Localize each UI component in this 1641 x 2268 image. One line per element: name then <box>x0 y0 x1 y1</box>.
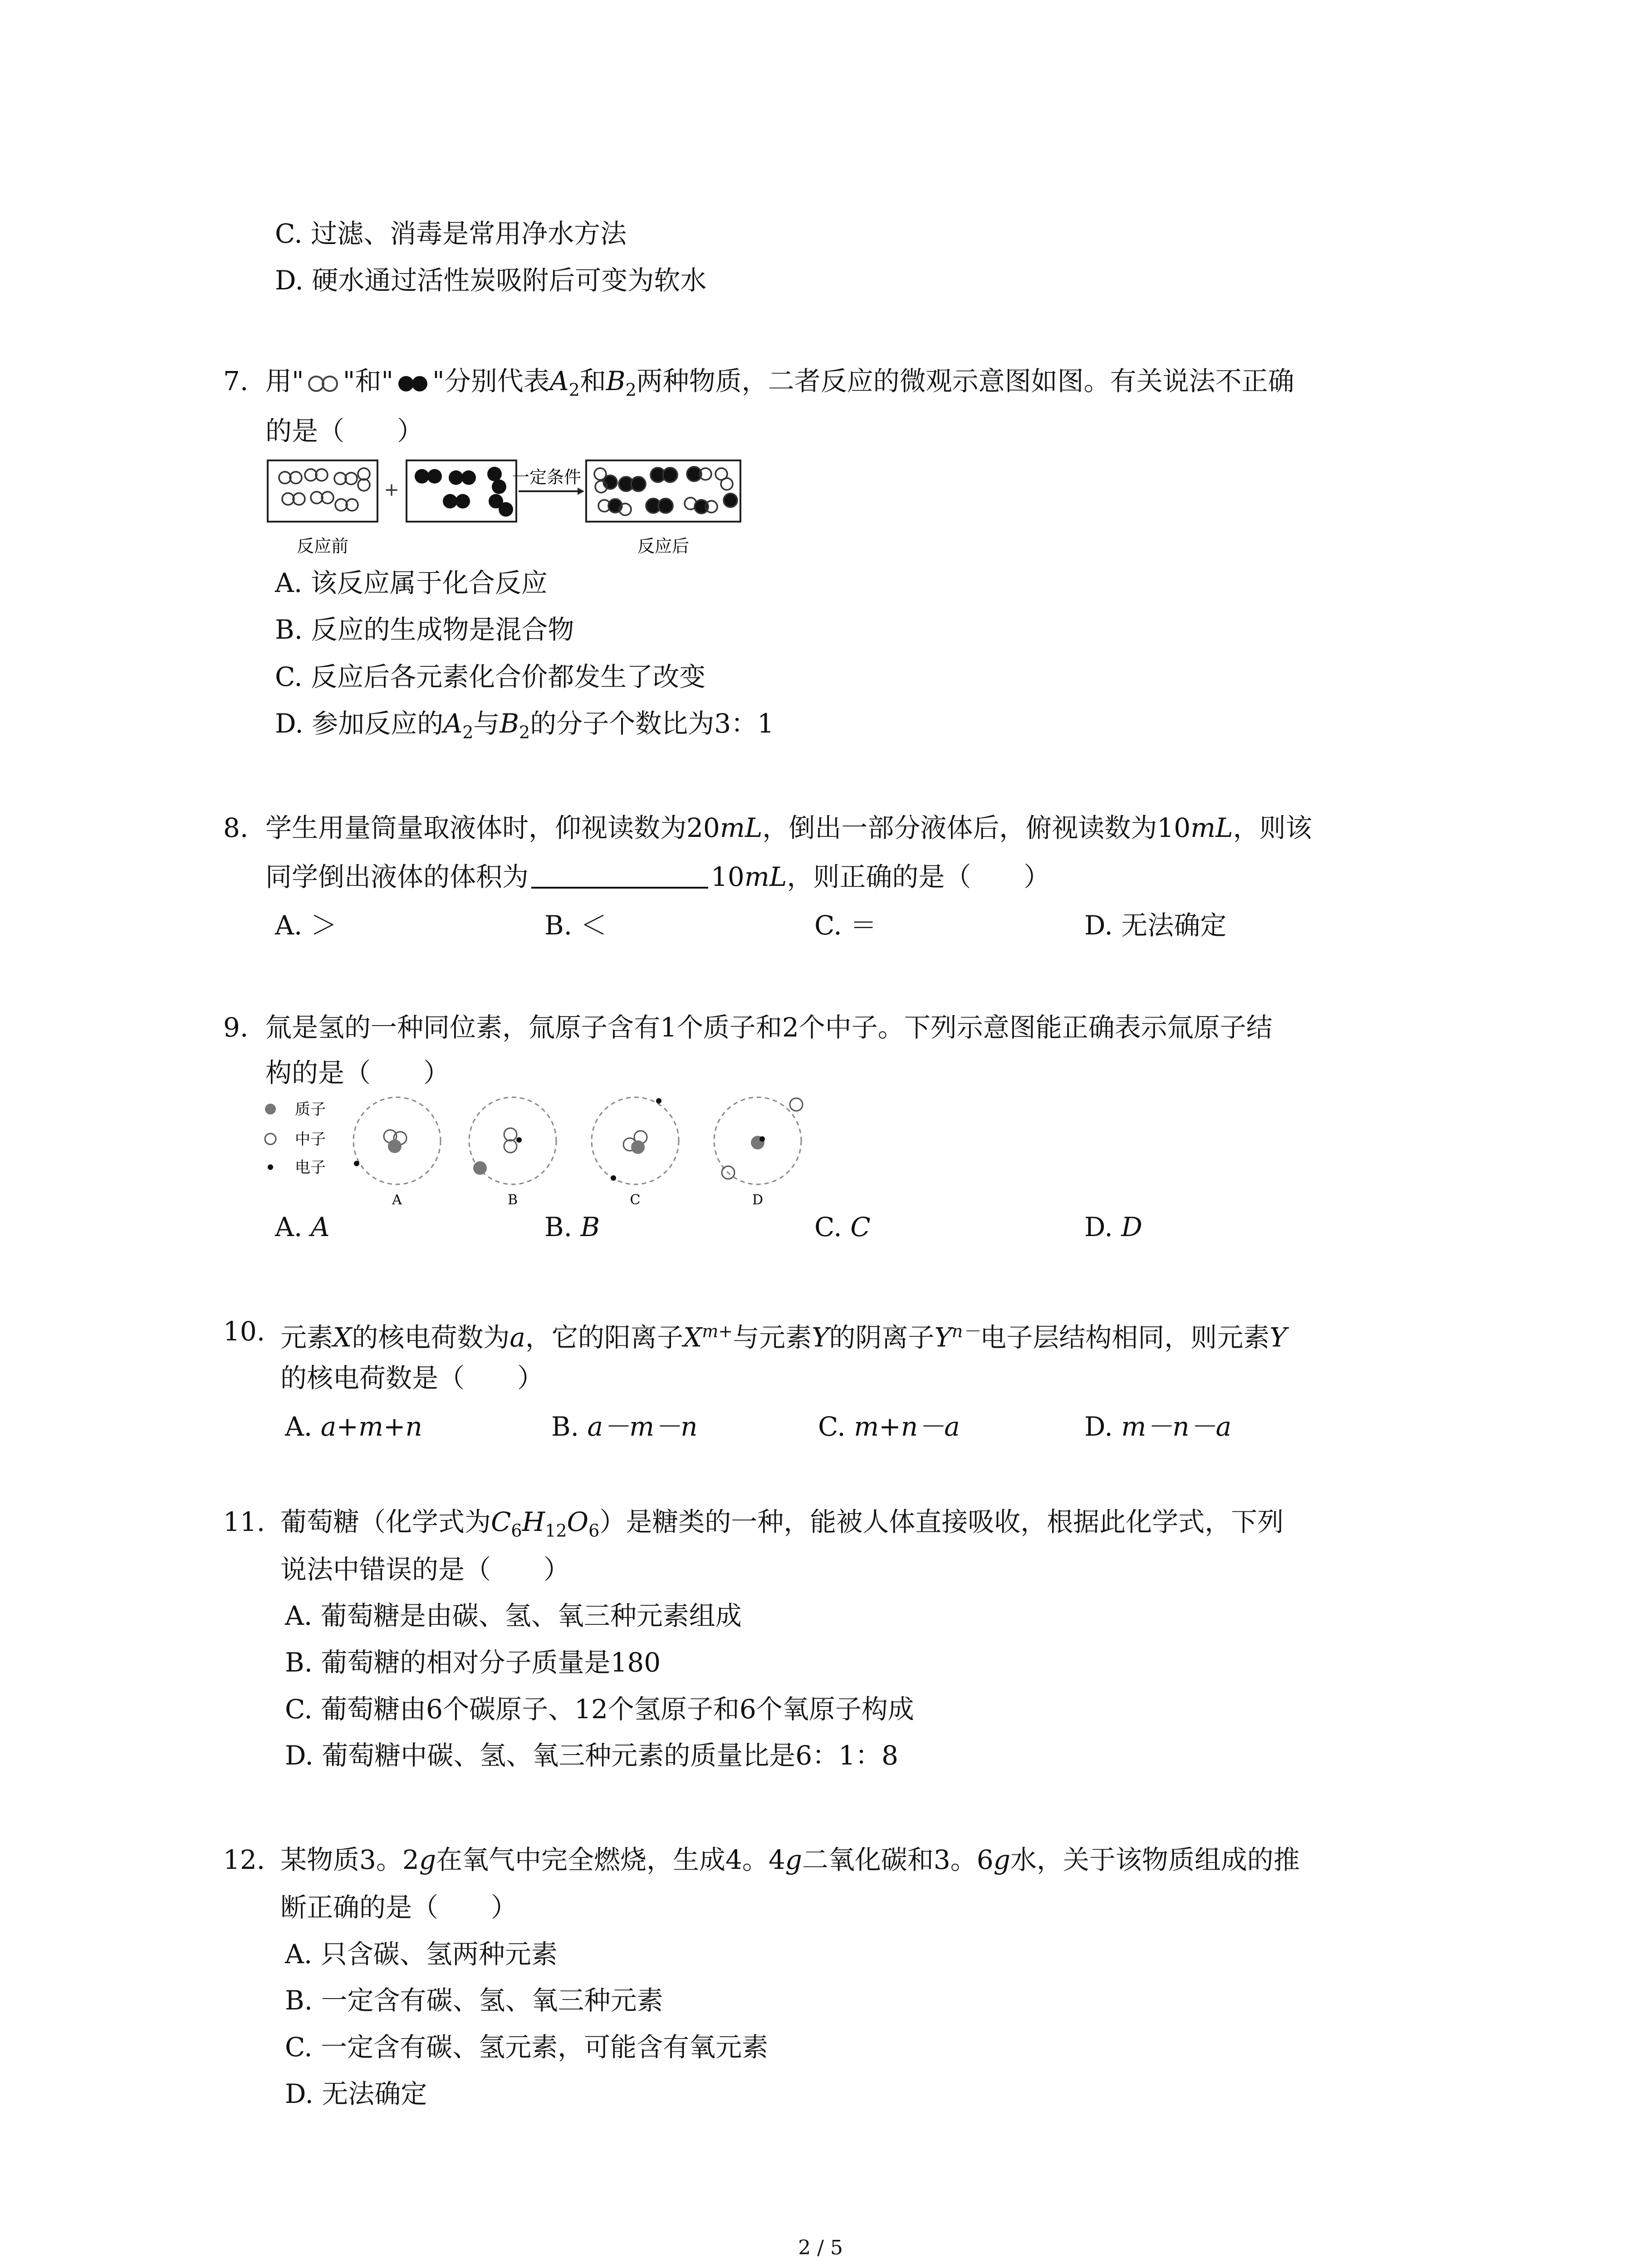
q10-option-b: B. a－m－n <box>551 1411 698 1442</box>
q11-stem-line2: 说法中错误的是（ ） <box>280 1554 570 1585</box>
q10-stem: 元素X的核电荷数为a，它的阳离子$X^{m+}$与元素Y的阴离子$Y^{n-}$电子层结构相同，则元素Y <box>280 1321 1287 1353</box>
q7-stem-line2: 的是（ ） <box>265 415 424 446</box>
legend-neutron: 中子 <box>295 1130 326 1149</box>
q11-option-d: D. 葡萄糖中碳、氢、氧三种元素的质量比是6：1：8 <box>285 1740 899 1771</box>
q9-number: 9. <box>223 1012 249 1043</box>
legend-electron: 电子 <box>295 1158 326 1177</box>
q6-option-c: C. 过滤、消毒是常用净水方法 <box>275 218 627 249</box>
atom-a-label: A <box>392 1192 402 1208</box>
q9-option-b: B. B <box>544 1212 600 1242</box>
q10-stem-line2: 的核电荷数是（ ） <box>280 1363 544 1393</box>
q12-option-c: C. 一定含有碳、氢元素，可能含有氧元素 <box>285 2032 769 2063</box>
q7-option-a: A. 该反应属于化合反应 <box>275 567 548 598</box>
answer-blank <box>531 861 708 889</box>
q9-atom-diagram <box>259 1095 830 1209</box>
q11-option-b: B. 葡萄糖的相对分子质量是180 <box>285 1647 661 1678</box>
q7-option-d: D. 参加反应的$A_2$与$B_2$的分子个数比为3：1 <box>275 708 774 743</box>
a2-molecule-icon <box>304 375 343 393</box>
q9-option-d: D. D <box>1084 1212 1142 1242</box>
q9-option-a: A. A <box>275 1212 330 1242</box>
before-label: 反应前 <box>296 536 349 556</box>
q11-option-c: C. 葡萄糖由6个碳原子、12个氢原子和6个氧原子构成 <box>285 1694 914 1725</box>
q7-reaction-diagram <box>263 456 785 574</box>
q11-option-a: A. 葡萄糖是由碳、氢、氧三种元素组成 <box>285 1600 742 1631</box>
q7-stem: 用" "和" "分别代表$A_2$和$B_2$两种物质，二者反应的微观示意图如图。有关说法不正确 <box>265 366 1294 400</box>
condition-label: 一定条件 <box>512 467 582 487</box>
svg-text:+: + <box>384 479 399 500</box>
q7-number: 7. <box>223 366 249 396</box>
atom-b-label: B <box>507 1192 518 1208</box>
q11-stem: 葡萄糖（化学式为$C_6H_{12}O_6$）是糖类的一种，能被人体直接吸收，根据此化学式，下列 <box>280 1506 1284 1541</box>
q8-stem-line2: 同学倒出液体的体积为 10mL，则正确的是（ ） <box>265 861 1050 892</box>
b2-molecule-icon <box>393 375 432 393</box>
q10-number: 10. <box>223 1316 265 1347</box>
q10-option-d: D. m－n－a <box>1084 1411 1232 1442</box>
q8-option-c: C. ＝ <box>814 910 877 941</box>
q12-option-d: D. 无法确定 <box>285 2078 427 2109</box>
q7-option-c: C. 反应后各元素化合价都发生了改变 <box>275 661 706 692</box>
q8-stem: 学生用量筒量取液体时，仰视读数为20mL，倒出一部分液体后，俯视读数为10mL，则该 <box>265 812 1312 843</box>
q6-option-d: D. 硬水通过活性炭吸附后可变为软水 <box>275 265 707 296</box>
q12-number: 12. <box>223 1844 265 1875</box>
q9-option-c: C. C <box>814 1212 871 1242</box>
atom-d-label: D <box>752 1192 764 1208</box>
q12-option-b: B. 一定含有碳、氢、氧三种元素 <box>285 1985 663 2016</box>
after-label: 反应后 <box>637 536 690 556</box>
q8-option-d: D. 无法确定 <box>1084 910 1227 941</box>
q8-option-b: B. ＜ <box>544 910 607 941</box>
q11-number: 11. <box>223 1506 265 1537</box>
q7-option-b: B. 反应的生成物是混合物 <box>275 614 574 645</box>
q10-option-c: C. m+n－a <box>818 1411 960 1442</box>
q10-option-a: A. a+m+n <box>285 1411 422 1442</box>
q12-option-a: A. 只含碳、氢两种元素 <box>285 1939 558 1970</box>
q12-stem: 某物质3。2g在氧气中完全燃烧，生成4。4g二氧化碳和3。6g水，关于该物质组成的推 <box>280 1844 1300 1875</box>
q9-stem: 氚是氢的一种同位素，氚原子含有1个质子和2个中子。下列示意图能正确表示氚原子结 <box>265 1012 1273 1043</box>
atom-c-label: C <box>630 1192 641 1208</box>
q8-number: 8. <box>223 812 249 843</box>
q9-stem-line2: 构的是（ ） <box>265 1057 450 1088</box>
q12-stem-line2: 断正确的是（ ） <box>280 1892 518 1923</box>
page-number: 2 / 5 <box>798 2236 843 2259</box>
q8-option-a: A. ＞ <box>275 910 337 941</box>
legend-proton: 质子 <box>295 1100 326 1119</box>
